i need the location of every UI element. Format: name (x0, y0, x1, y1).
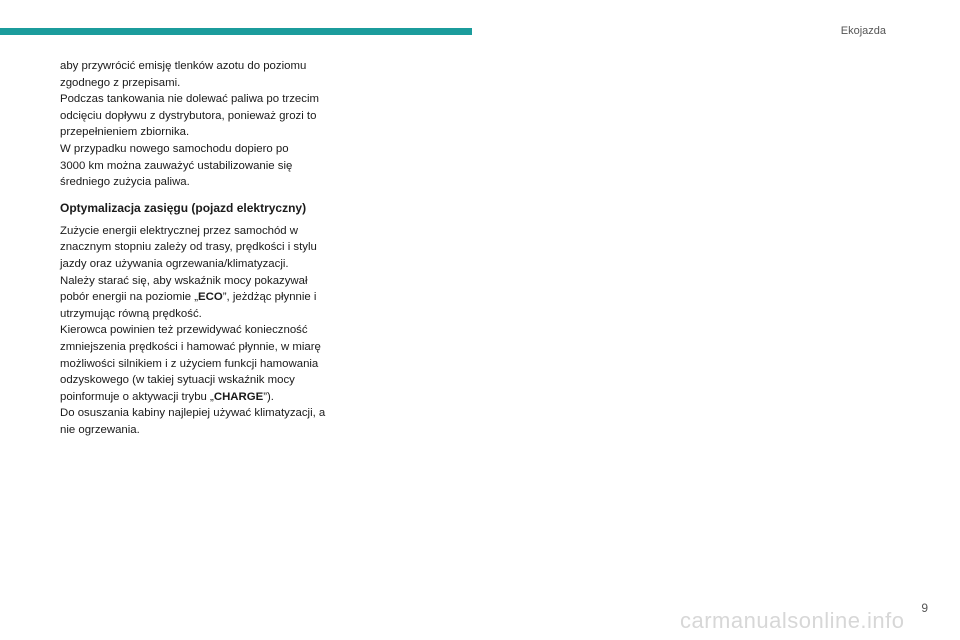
header-accent-bar (0, 28, 472, 35)
text-line: zgodnego z przepisami. (60, 76, 181, 89)
text-line: zmniejszenia prędkości i hamować płynnie, w miarę (60, 340, 321, 353)
page-number: 9 (921, 601, 928, 615)
eco-mode-label: ECO (198, 291, 223, 304)
text-line: aby przywrócić emisję tlenków azotu do poziomu (60, 60, 307, 72)
text-line: średniego zużycia paliwa. (60, 176, 190, 189)
text-line: 3000 km można zauważyć ustabilizowanie się (60, 159, 293, 172)
text-line: Zużycie energii elektrycznej przez samochód w (60, 224, 299, 237)
text-line: odcięciu dopływu z dystrybutora, ponieważ grozi to (60, 109, 317, 122)
text-line: nie ogrzewania. (60, 423, 140, 436)
text-fragment: poinformuje o aktywacji trybu „ (60, 390, 214, 403)
watermark: carmanualsonline.info (680, 608, 905, 633)
charge-mode-label: CHARGE (213, 390, 264, 403)
main-content (60, 58, 332, 438)
text-line: Do osuszania kabiny najlepiej używać klimatyzacji, a (60, 407, 326, 420)
text-line: znacznym stopniu zależy od trasy, prędkości i stylu (60, 241, 317, 254)
text-line: możliwości silnikiem i z użyciem funkcji hamowania (60, 357, 319, 370)
text-line: Podczas tankowania nie dolewać paliwa po trzecim (60, 93, 319, 106)
text-line: Należy starać się, aby wskaźnik mocy pokazywał (60, 274, 308, 287)
body-paragraph (60, 223, 332, 439)
text-line: utrzymując równą prędkość. (60, 307, 202, 320)
section-heading: Optymalizacja zasięgu (pojazd elektryczny) (60, 200, 307, 215)
intro-paragraph (60, 58, 332, 191)
text-fragment: ”, jeżdżąc płynnie i (222, 291, 317, 304)
text-line: przepełnieniem zbiornika. (60, 126, 190, 139)
text-line: Kierowca powinien też przewidywać konieczność (60, 324, 308, 337)
text-line: W przypadku nowego samochodu dopiero po (60, 142, 289, 155)
text-line: odzyskowego (w takiej sytuacji wskaźnik mocy (60, 374, 295, 387)
text-fragment: ”). (263, 390, 274, 403)
section-title: Ekojazda (840, 25, 886, 37)
text-line: jazdy oraz używania ogrzewania/klimatyzacji. (60, 257, 289, 270)
text-fragment: pobór energii na poziomie „ (60, 291, 199, 304)
